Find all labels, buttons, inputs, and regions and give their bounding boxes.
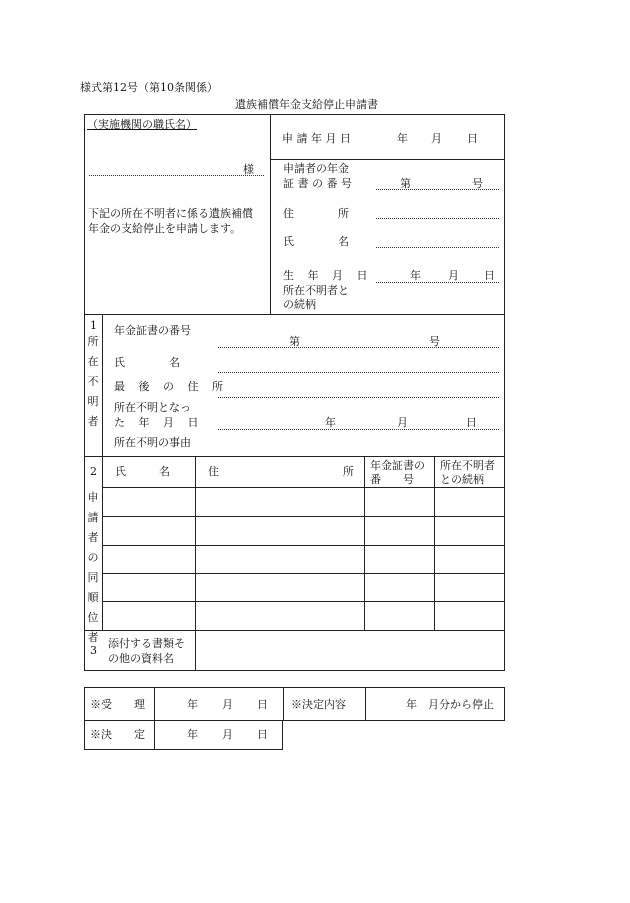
decision-day: 日 [257,728,268,741]
col-cert-header-1: 年金証書の [370,459,425,472]
section2-side-divider [102,456,103,630]
section2-row-line-3 [102,573,505,574]
missing-date-line[interactable] [218,429,499,430]
section2-row-line-1 [102,516,505,517]
decision-year: 年 [187,728,198,741]
missing-cert-label: 年金証書の番号 [114,324,191,337]
receipt-month: 月 [222,698,233,711]
applicant-birth-day: 日 [484,269,495,282]
missing-cert-line[interactable] [218,347,499,348]
applicant-address-line[interactable] [376,218,499,219]
section2-col-divider-1 [195,456,196,671]
relation-label-1: 所在不明者と [283,284,349,297]
statement-line-1: 下記の所在不明者に係る遺族補償 [88,207,253,220]
date-row-divider [270,159,505,160]
applicant-address-label: 住 所 [283,207,349,220]
col-cert-header-2: 番 号 [370,473,414,486]
decision-content-label: ※決定内容 [291,698,346,711]
receipt-year: 年 [187,698,198,711]
attachments-label-1: 添付する書類そ [108,637,185,650]
form-title: 遺族補償年金支給停止申請書 [235,98,378,111]
missing-name-line[interactable] [218,372,499,373]
missing-date-year: 年 [325,416,336,429]
decision-month: 月 [222,728,233,741]
applicant-name-label: 氏 名 [283,235,349,248]
application-date-month: 月 [431,132,442,145]
office-col-divider-1 [154,687,155,750]
section1-top-line [84,314,505,315]
col-address-header-2: 所 [343,465,354,478]
section2-row-line-4 [102,601,505,602]
statement-line-2: 年金の支給停止を申請します。 [88,222,242,235]
col-address-header-1: 住 [208,465,219,478]
col-name-header: 氏 名 [115,465,170,478]
office-col-divider-3 [365,687,366,721]
relation-label-2: の続柄 [283,298,316,311]
missing-date-label-1: 所在不明となっ [114,401,191,414]
receipt-label: ※受 理 [90,698,145,711]
application-date-year: 年 [397,132,408,145]
agency-label: （実施機関の職氏名） [87,118,197,131]
receipt-day: 日 [257,698,268,711]
section3-number: 3 [90,644,97,657]
form-number: 様式第12号（第10条関係） [80,81,218,94]
missing-date-month: 月 [397,416,408,429]
section2-side-label: 申請者の同順位者 [87,491,99,644]
missing-cert-go: 号 [429,335,440,348]
applicant-cert-go: 号 [472,177,483,190]
applicant-cert-label-1: 申請者の年金 [283,162,349,175]
attachments-label-2: の他の資料名 [108,652,174,665]
missing-cert-dai: 第 [289,335,300,348]
agency-name-line[interactable] [89,175,264,176]
section2-header-line [102,487,505,488]
section2-top-line [84,456,505,457]
decision-label: ※決 定 [90,728,145,741]
missing-name-label: 氏 名 [114,356,180,369]
section3-top-line [84,630,505,631]
application-date-day: 日 [467,132,478,145]
sama-text: 様 [243,163,254,176]
col-relation-header-1: 所在不明者 [440,459,495,472]
section2-row-line-2 [102,545,505,546]
section2-col-divider-3 [434,456,435,630]
applicant-birth-month: 月 [448,269,459,282]
application-date-label: 申 請 年 月 日 [282,132,351,145]
applicant-cert-dai: 第 [400,177,411,190]
applicant-name-line[interactable] [376,247,499,248]
section2-number: 2 [90,465,97,478]
last-address-line[interactable] [218,397,499,398]
last-address-label: 最 後 の 住 所 [114,380,228,393]
section2-col-divider-2 [364,456,365,630]
office-col-divider-2 [283,687,284,721]
section1-side-label: 所在不明者 [87,335,99,428]
applicant-birth-line[interactable] [376,282,499,283]
applicant-birth-label: 生 年 月 日 [283,269,373,282]
top-divider [270,114,271,315]
section1-side-divider [102,314,103,456]
missing-date-label-2: た 年 月 日 [114,416,204,429]
applicant-cert-label-2: 証 書 の 番 号 [283,177,352,190]
applicant-cert-line[interactable] [376,189,499,190]
applicant-birth-year: 年 [410,269,421,282]
section1-number: 1 [90,319,97,332]
missing-reason-label: 所在不明の事由 [114,436,191,449]
missing-date-day: 日 [466,416,477,429]
col-relation-header-2: との続柄 [440,473,484,486]
decision-content-value: 年 月分から停止 [406,698,494,711]
